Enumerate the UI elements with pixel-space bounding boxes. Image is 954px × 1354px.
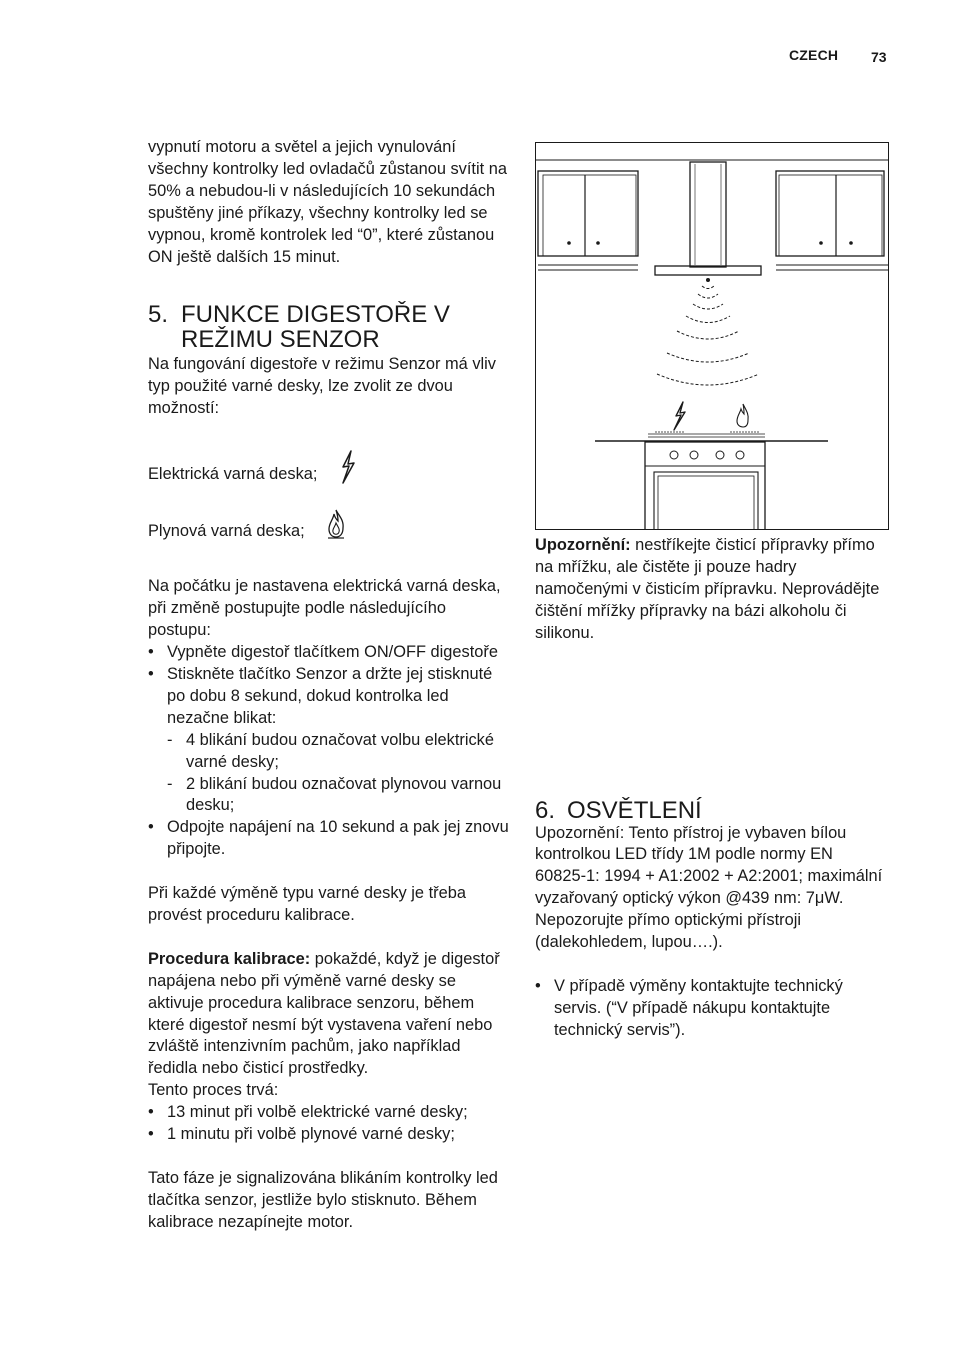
section-6-list bbox=[535, 976, 885, 1042]
calibration-paragraph bbox=[148, 949, 510, 1080]
section-5-number: 5. bbox=[148, 301, 169, 329]
right-column bbox=[535, 535, 885, 1042]
left-column bbox=[148, 137, 510, 1234]
right-cabinet bbox=[776, 171, 889, 270]
counter-and-oven bbox=[595, 434, 828, 530]
header-language: CZECH bbox=[789, 47, 839, 63]
signal-paragraph: Tato fáze je signalizována blikáním kontrolky led tlačítka senzor, jestliže bylo stisknuto. Během kalibrace nezapínejte motor. bbox=[148, 1168, 498, 1231]
procedure-steps-end bbox=[148, 817, 510, 861]
warning-label: Upozornění: bbox=[535, 536, 631, 554]
lightning-bolt-icon bbox=[674, 402, 685, 430]
section-6-text: Upozornění: Tento přístroj je vybaven bílou kontrolkou LED třídy 1M podle normy EN 60825-1: 1994 + A1:2002 + A2:2001; maximální vyzařovaný optický výkon @439 nm: 7μW. Nepozorujte přímo optickými přístroji (dalekohledem, lupou….). bbox=[535, 823, 883, 952]
electric-hob-option bbox=[148, 464, 510, 486]
calibration-text: pokaždé, když je digestoř napájena nebo při výměně varné desky se aktivuje procedura kalibrace senzoru, během které digestoř nesmí být vystavena vaření nebo zvláště intenzivním pachům, jako například ředidla nebo čisticí prostředky. bbox=[148, 949, 500, 1078]
procedure-step: • Odpojte napájení na 10 sekund a pak jej znovu připojte. bbox=[148, 817, 510, 861]
duration-item: • 1 minutu při volbě plynové varné desky; bbox=[148, 1124, 510, 1146]
procedure-step: • Vypněte digestoř tlačítkem ON/OFF digestoře bbox=[148, 642, 510, 664]
electric-hob-label: Elektrická varná deska; bbox=[148, 464, 318, 483]
procedure-substep: - 2 blikání budou označovat plynovou varnou desku; bbox=[148, 774, 510, 818]
duration-list bbox=[148, 1102, 510, 1146]
cooker-hood bbox=[655, 162, 761, 282]
gas-hob-label: Plynová varná deska; bbox=[148, 521, 305, 540]
section-5-title-line1: FUNKCE DIGESTOŘE V bbox=[181, 301, 450, 329]
page-number: 73 bbox=[871, 49, 887, 65]
section-5-title-line2: REŽIMU SENZOR bbox=[181, 326, 380, 354]
calibration-label: Procedura kalibrace: bbox=[148, 949, 311, 968]
section-5-title-text bbox=[181, 302, 450, 352]
left-cabinet bbox=[538, 171, 638, 270]
hood-diagram bbox=[535, 142, 889, 530]
lightning-bolt-icon bbox=[338, 450, 358, 484]
section-6-title-text: OSVĚTLENÍ bbox=[567, 796, 702, 824]
calibration-note: Při každé výměně typu varné desky je třeba provést proceduru kalibrace. bbox=[148, 884, 466, 924]
procedure-substeps bbox=[148, 730, 510, 818]
section-6-number: 6. bbox=[535, 796, 556, 824]
warning-text: nestříkejte čisticí přípravky přímo na mřížku, ale čistěte ji pouze hadry namočenými v čisticím přípravku. Neprovádějte čištění mřížky přípravky na bázi alkoholu či silikonu. bbox=[535, 536, 880, 642]
gas-flame-icon bbox=[326, 508, 346, 540]
section-6-item: • V případě výměny kontaktujte technický servis. (“V případě nákupu kontaktujte technický servis”). bbox=[535, 976, 885, 1042]
procedure-steps bbox=[148, 642, 510, 730]
gas-hob-option bbox=[148, 521, 510, 543]
procedure-step: • Stiskněte tlačítko Senzor a držte jej stisknuté po dobu 8 sekund, dokud kontrolka led nezačne blikat: bbox=[148, 664, 510, 730]
section-6-title bbox=[535, 798, 885, 823]
sensor-waves bbox=[657, 286, 759, 385]
gas-flame-icon bbox=[737, 404, 748, 427]
intro-paragraph: vypnutí motoru a světel a jejich vynulování všechny kontrolky led ovladačů zůstanou svítit na 50% a nebudou-li v následujících 10 sekundách spuštěny jiné příkazy, všechny kontrolky led se vypnou, kromě kontrolek led “0”, které zůstanou ON ještě dalších 15 minut. bbox=[148, 138, 507, 266]
duration-intro: Tento proces trvá: bbox=[148, 1081, 279, 1100]
procedure-substep: - 4 blikání budou označovat volbu elektrické varné desky; bbox=[148, 730, 510, 774]
section-5-title bbox=[148, 302, 510, 352]
default-setting-text: Na počátku je nastavena elektrická varná deska, při změně postupujte podle následujícího postupu: bbox=[148, 577, 501, 640]
duration-item: • 13 minut při volbě elektrické varné desky; bbox=[148, 1102, 510, 1124]
section-5-intro: Na fungování digestoře v režimu Senzor má vliv typ použité varné desky, lze zvolit ze dvou možností: bbox=[148, 355, 497, 418]
warning-paragraph bbox=[535, 535, 885, 645]
